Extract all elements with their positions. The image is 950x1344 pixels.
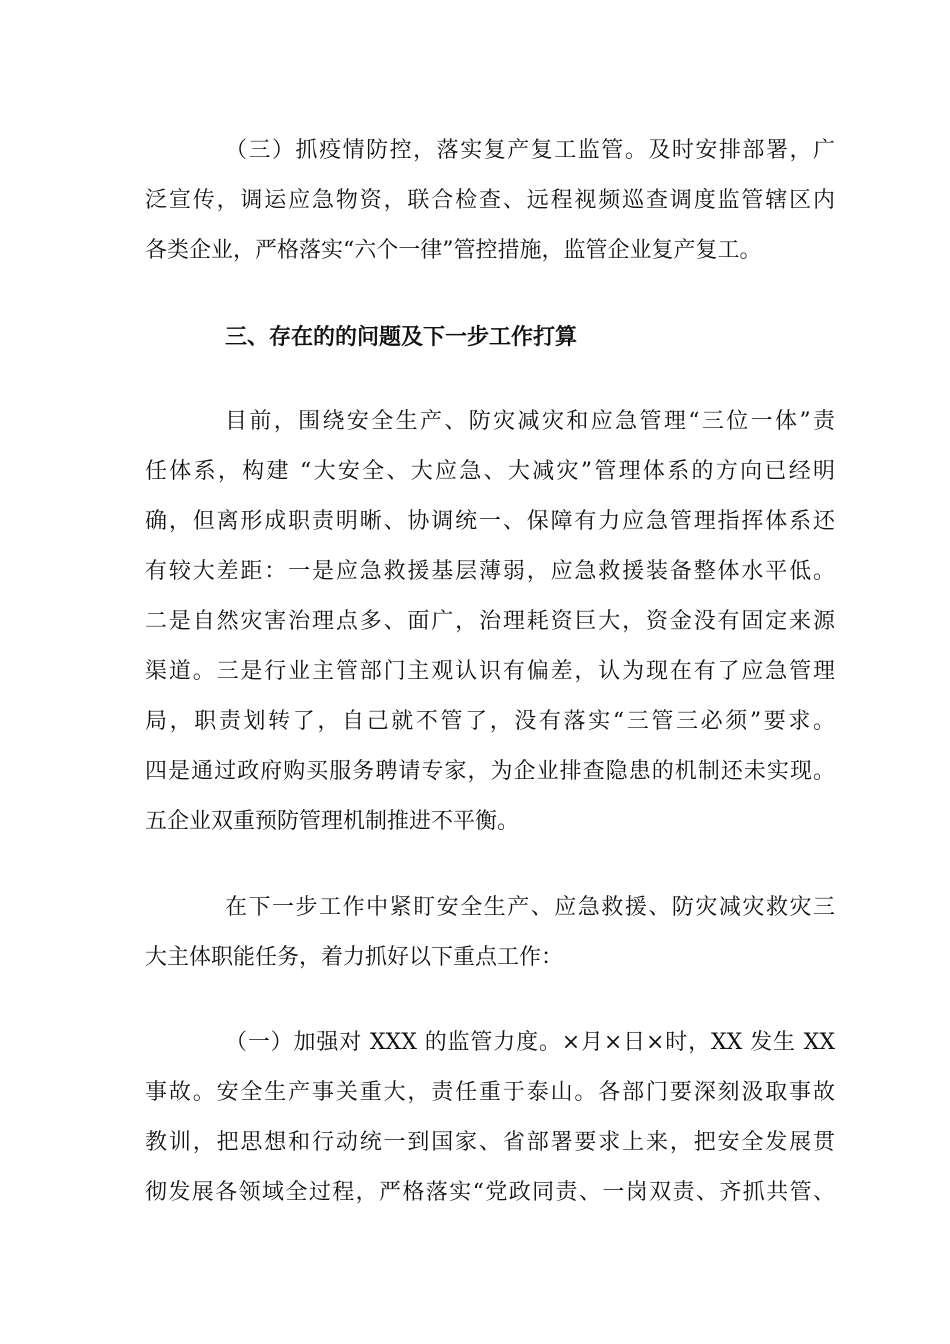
body-text-line: 泛宣传，调运应急物资，联合检查、远程视频巡查调度监管辖区内 (145, 188, 835, 213)
body-text-line: （三）抓疫情防控，落实复产复工监管。及时安排部署，广 (225, 138, 835, 163)
body-text-line: 四是通过政府购买服务聘请专家，为企业排查隐患的机制还未实现。 (145, 759, 835, 784)
body-text-line: 任体系，构建 “大安全、大应急、大减灾”管理体系的方向已经明 (145, 459, 835, 484)
body-text-line: （一）加强对 XXX 的监管力度。×月×日×时，XX 发生 XX (225, 1030, 835, 1055)
body-text-line: 确，但离形成职责明晰、协调统一、保障有力应急管理指挥体系还 (145, 509, 835, 534)
body-text-line: 有较大差距：一是应急救援基层薄弱，应急救援装备整体水平低。 (145, 559, 835, 584)
body-text-line: 大主体职能任务，着力抓好以下重点工作： (145, 945, 564, 970)
body-text-line: 事故。安全生产事关重大，责任重于泰山。各部门要深刻汲取事故 (145, 1080, 835, 1105)
body-text-line: 渠道。三是行业主管部门主观认识有偏差，认为现在有了应急管理 (145, 659, 835, 684)
body-text-line: 目前，围绕安全生产、防灾减灾和应急管理“三位一体”责 (225, 409, 835, 434)
body-text-line: 在下一步工作中紧盯安全生产、应急救援、防灾减灾救灾三 (225, 895, 835, 920)
body-text-line: 二是自然灾害治理点多、面广，治理耗资巨大，资金没有固定来源 (145, 609, 835, 634)
body-text-line: 五企业双重预防管理机制推进不平衡。 (145, 809, 520, 834)
body-text-line: 彻发展各领域全过程，严格落实“党政同责、一岗双责、齐抓共管、 (145, 1180, 835, 1205)
section-heading: 三、存在的的问题及下一步工作打算 (225, 324, 578, 350)
body-text-line: 教训，把思想和行动统一到国家、省部署要求上来，把安全发展贯 (145, 1130, 835, 1155)
body-text-line: 各类企业，严格落实“六个一律”管控措施，监管企业复产复工。 (145, 238, 762, 263)
body-text-line: 局，职责划转了，自己就不管了，没有落实“三管三必须”要求。 (145, 709, 835, 734)
